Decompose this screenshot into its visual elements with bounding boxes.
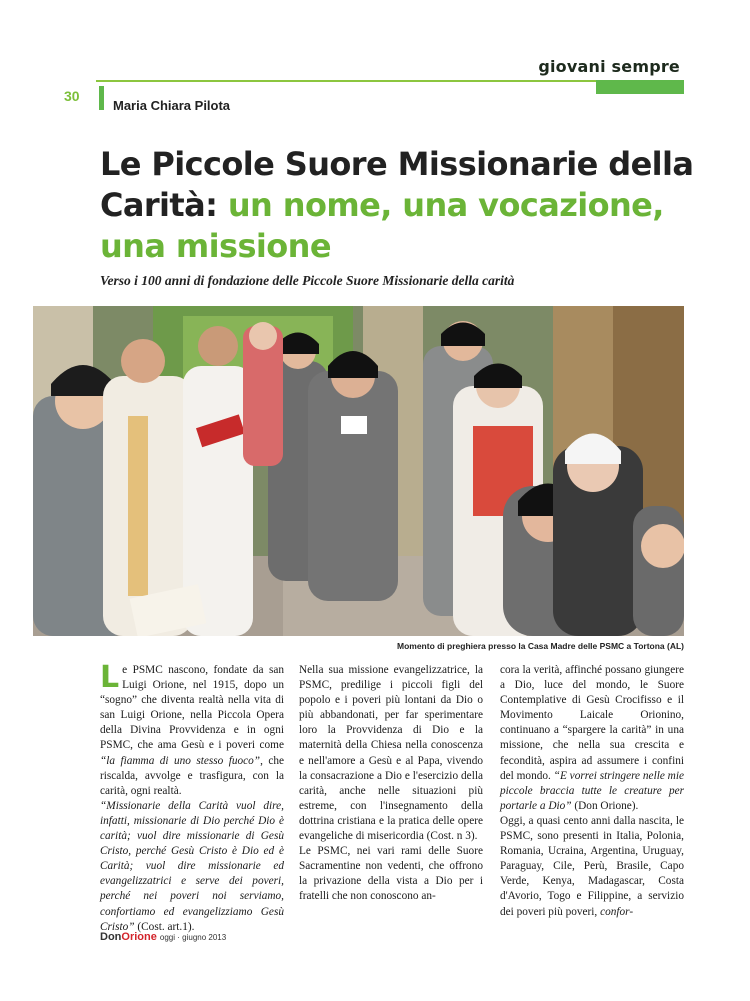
article-photo (33, 306, 684, 636)
quote-text: “E vorrei stringere nelle mie piccole braccia tutte le creature per portarle a Dio” (500, 769, 684, 812)
text-column-2 (299, 663, 483, 905)
author-bar (99, 86, 104, 110)
brand-don: Don (100, 931, 122, 943)
paragraph: Le PSMC, nei vari rami delle Suore Sacramentine non vedenti, che offrono la privazione della vista a Dio per i fratelli che non conoscono an- (299, 845, 483, 903)
header-rule-accent (596, 80, 684, 94)
photo-caption: Momento di preghiera presso la Casa Madre delle PSMC a Tortona (AL) (396, 641, 684, 651)
brand-orione: Orione (121, 931, 157, 943)
paragraph (100, 799, 284, 935)
prayer-scene-illustration (33, 306, 684, 636)
footer-brand (100, 931, 226, 943)
text-column-3 (500, 663, 684, 920)
article-title (100, 144, 700, 267)
quote-text: “la fiamma di uno stesso fuoco” (100, 754, 261, 767)
paragraph (100, 660, 284, 799)
section-title: giovani sempre (538, 57, 680, 76)
paragraph (500, 814, 684, 920)
paragraph-text: cora la verità, affinché possano giungere a Dio, luce del mondo, le Suore Contemplative di Gesù Crocifisso e il Movimento Laicale Orionino, continuano a “spargere la carità” in una missione, che nella sua crescita e fecondità, aspira ad assumere i confini del mondo. (500, 664, 684, 782)
paragraph-text: (Don Orione). (571, 799, 639, 812)
paragraph-text: (Cost. art.1). (134, 920, 195, 933)
title-green: un nome, una vocazione, una missione (100, 186, 664, 265)
paragraph: Nella sua missione evangelizzatrice, la PSMC, predilige i piccoli figli del popolo e i poveri più lontani da Dio o più abbandonati, per far sperimentare loro la Provvidenza di Dio e la maternità della Chiesa nella conoscenza e nell'amore a Gesù e al Papa, vivendo la consacrazione a Dio e l'esercizio della carità, anche nelle situazioni più estreme, con l'insegnamento della dottrina cristiana e la pratica delle opere evangeliche di misericordia (Cost. n 3). (299, 664, 483, 843)
paragraph-text: Oggi, a quasi cento anni dalla nascita, le PSMC, sono presenti in Italia, Polonia, Romania, Ucraina, Argentina, Uruguay, Paraguay, Cile, Perù, Brasile, Capo Verde, Kenya, Madagascar, Costa d'Avorio, Togo e Filippine, a servizio dei poveri più poveri, (500, 814, 684, 918)
paragraph (500, 663, 684, 814)
drop-cap: L (100, 660, 120, 695)
title-dark: Le Piccole Suore Missionarie della Carità: (100, 145, 694, 224)
quote-text: “Missionarie della Carità vuol dire, infatti, missionarie di Dio perché Dio è carità; vuol dire missionarie di Gesù Cristo, perché Gesù Cristo è Dio ed è Carità; vuol dire missionarie ed evangelizzatrici e serve dei poveri, perché nei poveri noi serviamo, confortiamo ed evangelizziamo Gesù Cristo” (100, 799, 284, 933)
page-number: 30 (64, 88, 80, 104)
quote-text: confor- (600, 905, 634, 918)
author-name: Maria Chiara Pilota (113, 98, 231, 113)
paragraph-text: , che riscalda, avvolge e trasfigura, con la carità, ogni realtà. (100, 754, 284, 797)
text-column-1 (100, 660, 284, 935)
issue-date: oggi · giugno 2013 (159, 933, 227, 942)
article-subtitle: Verso i 100 anni di fondazione delle Piccole Suore Missionarie della carità (100, 273, 515, 288)
paragraph-text: e PSMC nascono, fondate da san Luigi Orione, nel 1915, dopo un “sogno” che diventa realtà nella vita di san Luigi Orione, nella Piccola Opera della Divina Provvidenza e in ogni PSMC, che ama Gesù e i poveri come (100, 664, 284, 752)
